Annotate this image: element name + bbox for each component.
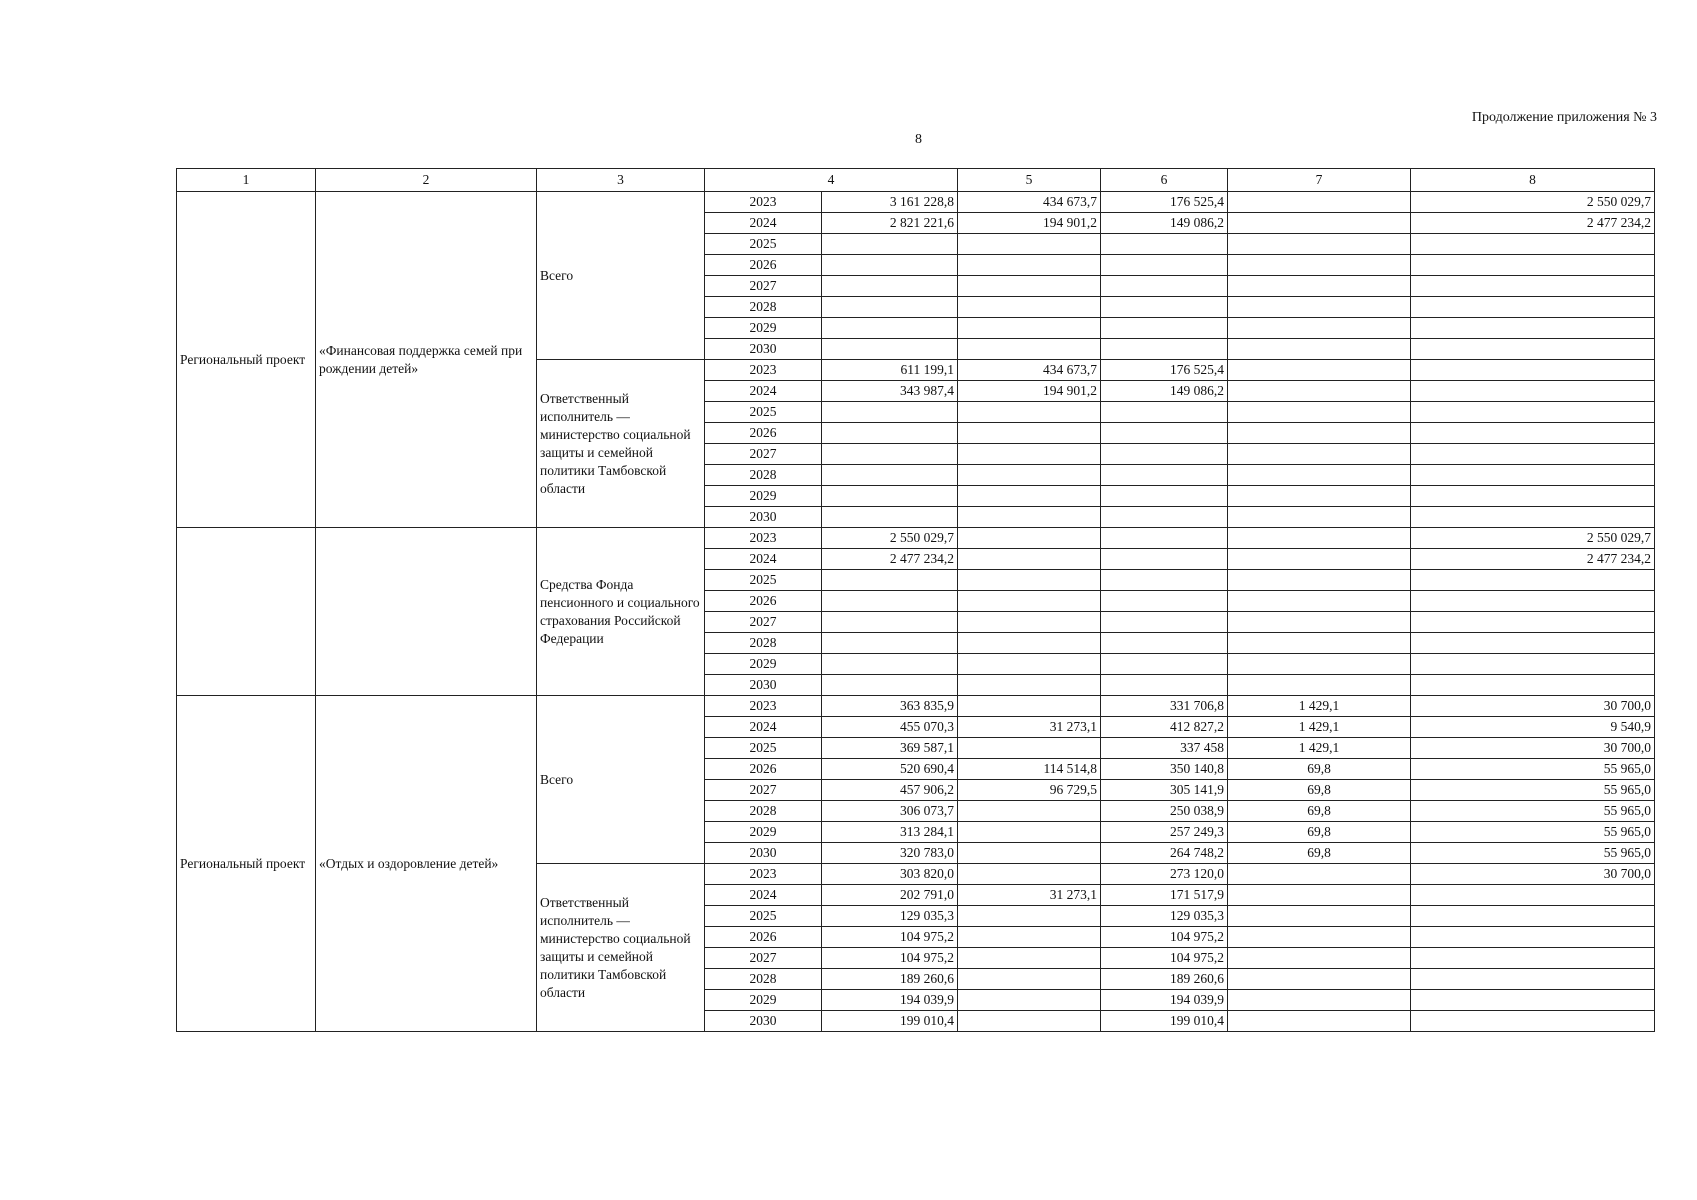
year-cell: 2030 [705, 1011, 822, 1032]
total-amount-cell: 2 821 221,6 [822, 213, 958, 234]
total-amount-cell: 306 073,7 [822, 801, 958, 822]
col8-amount-cell [1411, 948, 1655, 969]
col-header-2: 2 [316, 169, 537, 192]
year-cell: 2029 [705, 990, 822, 1011]
col5-amount-cell [958, 549, 1101, 570]
col8-amount-cell: 55 965,0 [1411, 801, 1655, 822]
year-cell: 2027 [705, 948, 822, 969]
total-amount-cell [822, 633, 958, 654]
section-type-cell: Региональный проект [177, 696, 316, 1032]
col7-amount-cell [1228, 339, 1411, 360]
col5-amount-cell [958, 528, 1101, 549]
total-amount-cell [822, 444, 958, 465]
col5-amount-cell [958, 654, 1101, 675]
total-amount-cell [822, 612, 958, 633]
col8-amount-cell: 30 700,0 [1411, 738, 1655, 759]
col7-amount-cell [1228, 255, 1411, 276]
col5-amount-cell [958, 843, 1101, 864]
col6-amount-cell: 331 706,8 [1101, 696, 1228, 717]
col5-amount-cell [958, 801, 1101, 822]
total-amount-cell: 343 987,4 [822, 381, 958, 402]
total-amount-cell [822, 465, 958, 486]
col8-amount-cell [1411, 486, 1655, 507]
year-cell: 2030 [705, 339, 822, 360]
col7-amount-cell [1228, 969, 1411, 990]
col7-amount-cell [1228, 507, 1411, 528]
col7-amount-cell [1228, 444, 1411, 465]
funding-source-cell: Ответственный исполнитель — министерство социальной защиты и семейной политики Тамбовской области [537, 864, 705, 1032]
col5-amount-cell: 434 673,7 [958, 192, 1101, 213]
total-amount-cell: 320 783,0 [822, 843, 958, 864]
col8-amount-cell: 2 477 234,2 [1411, 213, 1655, 234]
year-cell: 2023 [705, 528, 822, 549]
col5-amount-cell [958, 990, 1101, 1011]
col5-amount-cell [958, 675, 1101, 696]
year-cell: 2026 [705, 423, 822, 444]
total-amount-cell [822, 591, 958, 612]
col5-amount-cell: 31 273,1 [958, 717, 1101, 738]
col6-amount-cell: 350 140,8 [1101, 759, 1228, 780]
year-cell: 2023 [705, 192, 822, 213]
year-cell: 2029 [705, 486, 822, 507]
col8-amount-cell [1411, 402, 1655, 423]
total-amount-cell [822, 402, 958, 423]
col5-amount-cell [958, 339, 1101, 360]
col6-amount-cell [1101, 633, 1228, 654]
col8-amount-cell [1411, 633, 1655, 654]
col7-amount-cell [1228, 570, 1411, 591]
total-amount-cell: 2 477 234,2 [822, 549, 958, 570]
col8-amount-cell [1411, 234, 1655, 255]
col8-amount-cell [1411, 990, 1655, 1011]
col5-amount-cell [958, 927, 1101, 948]
col5-amount-cell [958, 738, 1101, 759]
col7-amount-cell [1228, 927, 1411, 948]
total-amount-cell [822, 255, 958, 276]
col8-amount-cell: 55 965,0 [1411, 759, 1655, 780]
col7-amount-cell [1228, 885, 1411, 906]
col7-amount-cell [1228, 234, 1411, 255]
total-amount-cell [822, 276, 958, 297]
col8-amount-cell [1411, 255, 1655, 276]
col8-amount-cell [1411, 339, 1655, 360]
year-cell: 2026 [705, 255, 822, 276]
total-amount-cell [822, 318, 958, 339]
col5-amount-cell [958, 507, 1101, 528]
col6-amount-cell [1101, 528, 1228, 549]
total-amount-cell: 189 260,6 [822, 969, 958, 990]
col7-amount-cell [1228, 276, 1411, 297]
funding-source-cell: Всего [537, 696, 705, 864]
year-cell: 2028 [705, 801, 822, 822]
col8-amount-cell: 2 550 029,7 [1411, 192, 1655, 213]
page-number: 8 [915, 132, 922, 147]
col6-amount-cell [1101, 612, 1228, 633]
col7-amount-cell: 69,8 [1228, 759, 1411, 780]
col5-amount-cell [958, 864, 1101, 885]
total-amount-cell: 363 835,9 [822, 696, 958, 717]
col6-amount-cell [1101, 318, 1228, 339]
col6-amount-cell: 257 249,3 [1101, 822, 1228, 843]
col7-amount-cell: 69,8 [1228, 843, 1411, 864]
total-amount-cell: 455 070,3 [822, 717, 958, 738]
col8-amount-cell: 2 477 234,2 [1411, 549, 1655, 570]
col6-amount-cell [1101, 465, 1228, 486]
col7-amount-cell [1228, 360, 1411, 381]
col8-amount-cell [1411, 381, 1655, 402]
total-amount-cell [822, 234, 958, 255]
year-cell: 2029 [705, 822, 822, 843]
col5-amount-cell [958, 612, 1101, 633]
year-cell: 2028 [705, 633, 822, 654]
col6-amount-cell [1101, 444, 1228, 465]
total-amount-cell: 303 820,0 [822, 864, 958, 885]
col7-amount-cell [1228, 381, 1411, 402]
col8-amount-cell [1411, 654, 1655, 675]
year-cell: 2026 [705, 759, 822, 780]
total-amount-cell [822, 675, 958, 696]
col-header-1: 1 [177, 169, 316, 192]
col7-amount-cell [1228, 990, 1411, 1011]
col7-amount-cell [1228, 192, 1411, 213]
year-cell: 2025 [705, 738, 822, 759]
col7-amount-cell: 69,8 [1228, 822, 1411, 843]
col8-amount-cell [1411, 612, 1655, 633]
col8-amount-cell [1411, 318, 1655, 339]
total-amount-cell: 611 199,1 [822, 360, 958, 381]
col-header-8: 8 [1411, 169, 1655, 192]
col7-amount-cell: 1 429,1 [1228, 717, 1411, 738]
total-amount-cell: 2 550 029,7 [822, 528, 958, 549]
col8-amount-cell [1411, 276, 1655, 297]
col6-amount-cell: 104 975,2 [1101, 927, 1228, 948]
col8-amount-cell: 55 965,0 [1411, 843, 1655, 864]
total-amount-cell [822, 339, 958, 360]
col7-amount-cell [1228, 549, 1411, 570]
col7-amount-cell [1228, 906, 1411, 927]
col8-amount-cell: 30 700,0 [1411, 864, 1655, 885]
column-header-row [177, 169, 1655, 192]
year-cell: 2028 [705, 465, 822, 486]
funding-source-cell: Всего [537, 192, 705, 360]
col8-amount-cell [1411, 465, 1655, 486]
col6-amount-cell [1101, 297, 1228, 318]
col8-amount-cell [1411, 297, 1655, 318]
col8-amount-cell [1411, 1011, 1655, 1032]
col8-amount-cell [1411, 885, 1655, 906]
col5-amount-cell [958, 318, 1101, 339]
total-amount-cell: 129 035,3 [822, 906, 958, 927]
year-cell: 2024 [705, 885, 822, 906]
col-header-5: 5 [958, 169, 1101, 192]
col6-amount-cell: 337 458 [1101, 738, 1228, 759]
year-cell: 2026 [705, 591, 822, 612]
year-cell: 2027 [705, 780, 822, 801]
col6-amount-cell: 264 748,2 [1101, 843, 1228, 864]
col5-amount-cell [958, 570, 1101, 591]
funding-source-cell: Средства Фонда пенсионного и социального страхования Российской Федерации [537, 528, 705, 696]
col7-amount-cell [1228, 675, 1411, 696]
table-row [177, 696, 1655, 717]
total-amount-cell: 520 690,4 [822, 759, 958, 780]
col8-amount-cell [1411, 927, 1655, 948]
col8-amount-cell [1411, 507, 1655, 528]
col6-amount-cell: 194 039,9 [1101, 990, 1228, 1011]
col5-amount-cell [958, 696, 1101, 717]
col6-amount-cell [1101, 234, 1228, 255]
year-cell: 2029 [705, 318, 822, 339]
col7-amount-cell [1228, 465, 1411, 486]
col6-amount-cell: 176 525,4 [1101, 192, 1228, 213]
col6-amount-cell [1101, 255, 1228, 276]
col8-amount-cell [1411, 675, 1655, 696]
total-amount-cell [822, 570, 958, 591]
col5-amount-cell [958, 444, 1101, 465]
col8-amount-cell [1411, 906, 1655, 927]
col-header-4: 4 [705, 169, 958, 192]
col7-amount-cell [1228, 423, 1411, 444]
col6-amount-cell [1101, 549, 1228, 570]
col6-amount-cell: 250 038,9 [1101, 801, 1228, 822]
section-type-cell: Региональный проект [177, 192, 316, 528]
col8-amount-cell [1411, 591, 1655, 612]
total-amount-cell [822, 297, 958, 318]
col6-amount-cell: 412 827,2 [1101, 717, 1228, 738]
col7-amount-cell: 1 429,1 [1228, 696, 1411, 717]
col8-amount-cell [1411, 969, 1655, 990]
total-amount-cell [822, 423, 958, 444]
col8-amount-cell [1411, 444, 1655, 465]
col6-amount-cell [1101, 402, 1228, 423]
col6-amount-cell [1101, 591, 1228, 612]
col8-amount-cell: 30 700,0 [1411, 696, 1655, 717]
col7-amount-cell: 1 429,1 [1228, 738, 1411, 759]
col5-amount-cell [958, 297, 1101, 318]
section-type-cell [177, 528, 316, 696]
col6-amount-cell [1101, 507, 1228, 528]
col7-amount-cell: 69,8 [1228, 780, 1411, 801]
col5-amount-cell [958, 969, 1101, 990]
appendix-continuation-label: Продолжение приложения № 3 [1471, 110, 1657, 125]
col8-amount-cell: 9 540,9 [1411, 717, 1655, 738]
col-header-3: 3 [537, 169, 705, 192]
col8-amount-cell: 2 550 029,7 [1411, 528, 1655, 549]
col6-amount-cell [1101, 675, 1228, 696]
year-cell: 2029 [705, 654, 822, 675]
col7-amount-cell: 69,8 [1228, 801, 1411, 822]
col5-amount-cell: 96 729,5 [958, 780, 1101, 801]
year-cell: 2025 [705, 402, 822, 423]
col-header-6: 6 [1101, 169, 1228, 192]
col6-amount-cell: 273 120,0 [1101, 864, 1228, 885]
col6-amount-cell [1101, 654, 1228, 675]
col5-amount-cell [958, 423, 1101, 444]
col5-amount-cell [958, 822, 1101, 843]
col5-amount-cell [958, 486, 1101, 507]
col5-amount-cell [958, 276, 1101, 297]
total-amount-cell: 313 284,1 [822, 822, 958, 843]
total-amount-cell [822, 507, 958, 528]
col7-amount-cell [1228, 864, 1411, 885]
table-row [177, 528, 1655, 549]
col5-amount-cell: 194 901,2 [958, 213, 1101, 234]
year-cell: 2027 [705, 444, 822, 465]
col7-amount-cell [1228, 654, 1411, 675]
col7-amount-cell [1228, 633, 1411, 654]
col7-amount-cell [1228, 213, 1411, 234]
total-amount-cell [822, 654, 958, 675]
col5-amount-cell [958, 402, 1101, 423]
total-amount-cell: 202 791,0 [822, 885, 958, 906]
col5-amount-cell: 114 514,8 [958, 759, 1101, 780]
year-cell: 2024 [705, 381, 822, 402]
year-cell: 2028 [705, 969, 822, 990]
year-cell: 2030 [705, 507, 822, 528]
year-cell: 2024 [705, 717, 822, 738]
col5-amount-cell [958, 1011, 1101, 1032]
col7-amount-cell [1228, 402, 1411, 423]
col6-amount-cell [1101, 486, 1228, 507]
col6-amount-cell: 149 086,2 [1101, 213, 1228, 234]
col7-amount-cell [1228, 318, 1411, 339]
year-cell: 2024 [705, 549, 822, 570]
year-cell: 2024 [705, 213, 822, 234]
col8-amount-cell [1411, 570, 1655, 591]
year-cell: 2026 [705, 927, 822, 948]
col6-amount-cell: 149 086,2 [1101, 381, 1228, 402]
col8-amount-cell [1411, 423, 1655, 444]
year-cell: 2025 [705, 234, 822, 255]
total-amount-cell: 457 906,2 [822, 780, 958, 801]
total-amount-cell: 3 161 228,8 [822, 192, 958, 213]
total-amount-cell: 194 039,9 [822, 990, 958, 1011]
col7-amount-cell [1228, 591, 1411, 612]
col5-amount-cell: 434 673,7 [958, 360, 1101, 381]
year-cell: 2025 [705, 570, 822, 591]
col6-amount-cell: 171 517,9 [1101, 885, 1228, 906]
year-cell: 2030 [705, 843, 822, 864]
col6-amount-cell: 189 260,6 [1101, 969, 1228, 990]
col8-amount-cell: 55 965,0 [1411, 822, 1655, 843]
year-cell: 2023 [705, 864, 822, 885]
project-name-cell: «Отдых и оздоровление детей» [316, 696, 537, 1032]
col8-amount-cell [1411, 360, 1655, 381]
col7-amount-cell [1228, 297, 1411, 318]
col5-amount-cell [958, 906, 1101, 927]
total-amount-cell: 199 010,4 [822, 1011, 958, 1032]
total-amount-cell: 104 975,2 [822, 927, 958, 948]
col-header-7: 7 [1228, 169, 1411, 192]
col7-amount-cell [1228, 948, 1411, 969]
col6-amount-cell [1101, 423, 1228, 444]
col6-amount-cell: 176 525,4 [1101, 360, 1228, 381]
year-cell: 2028 [705, 297, 822, 318]
col5-amount-cell [958, 234, 1101, 255]
col6-amount-cell: 305 141,9 [1101, 780, 1228, 801]
funding-source-cell: Ответственный исполнитель — министерство социальной защиты и семейной политики Тамбовской области [537, 360, 705, 528]
col6-amount-cell [1101, 339, 1228, 360]
table-row [177, 192, 1655, 213]
total-amount-cell: 369 587,1 [822, 738, 958, 759]
col6-amount-cell [1101, 276, 1228, 297]
col5-amount-cell [958, 591, 1101, 612]
col7-amount-cell [1228, 486, 1411, 507]
col6-amount-cell: 129 035,3 [1101, 906, 1228, 927]
col5-amount-cell [958, 465, 1101, 486]
col6-amount-cell: 104 975,2 [1101, 948, 1228, 969]
year-cell: 2027 [705, 612, 822, 633]
col5-amount-cell: 194 901,2 [958, 381, 1101, 402]
col5-amount-cell [958, 255, 1101, 276]
col5-amount-cell [958, 633, 1101, 654]
col8-amount-cell: 55 965,0 [1411, 780, 1655, 801]
project-name-cell [316, 528, 537, 696]
year-cell: 2023 [705, 696, 822, 717]
year-cell: 2030 [705, 675, 822, 696]
year-cell: 2027 [705, 276, 822, 297]
col7-amount-cell [1228, 528, 1411, 549]
col5-amount-cell [958, 948, 1101, 969]
col6-amount-cell [1101, 570, 1228, 591]
total-amount-cell [822, 486, 958, 507]
col5-amount-cell: 31 273,1 [958, 885, 1101, 906]
budget-table [176, 168, 1655, 1032]
year-cell: 2025 [705, 906, 822, 927]
project-name-cell: «Финансовая поддержка семей при рождении детей» [316, 192, 537, 528]
total-amount-cell: 104 975,2 [822, 948, 958, 969]
col6-amount-cell: 199 010,4 [1101, 1011, 1228, 1032]
col7-amount-cell [1228, 612, 1411, 633]
col7-amount-cell [1228, 1011, 1411, 1032]
year-cell: 2023 [705, 360, 822, 381]
